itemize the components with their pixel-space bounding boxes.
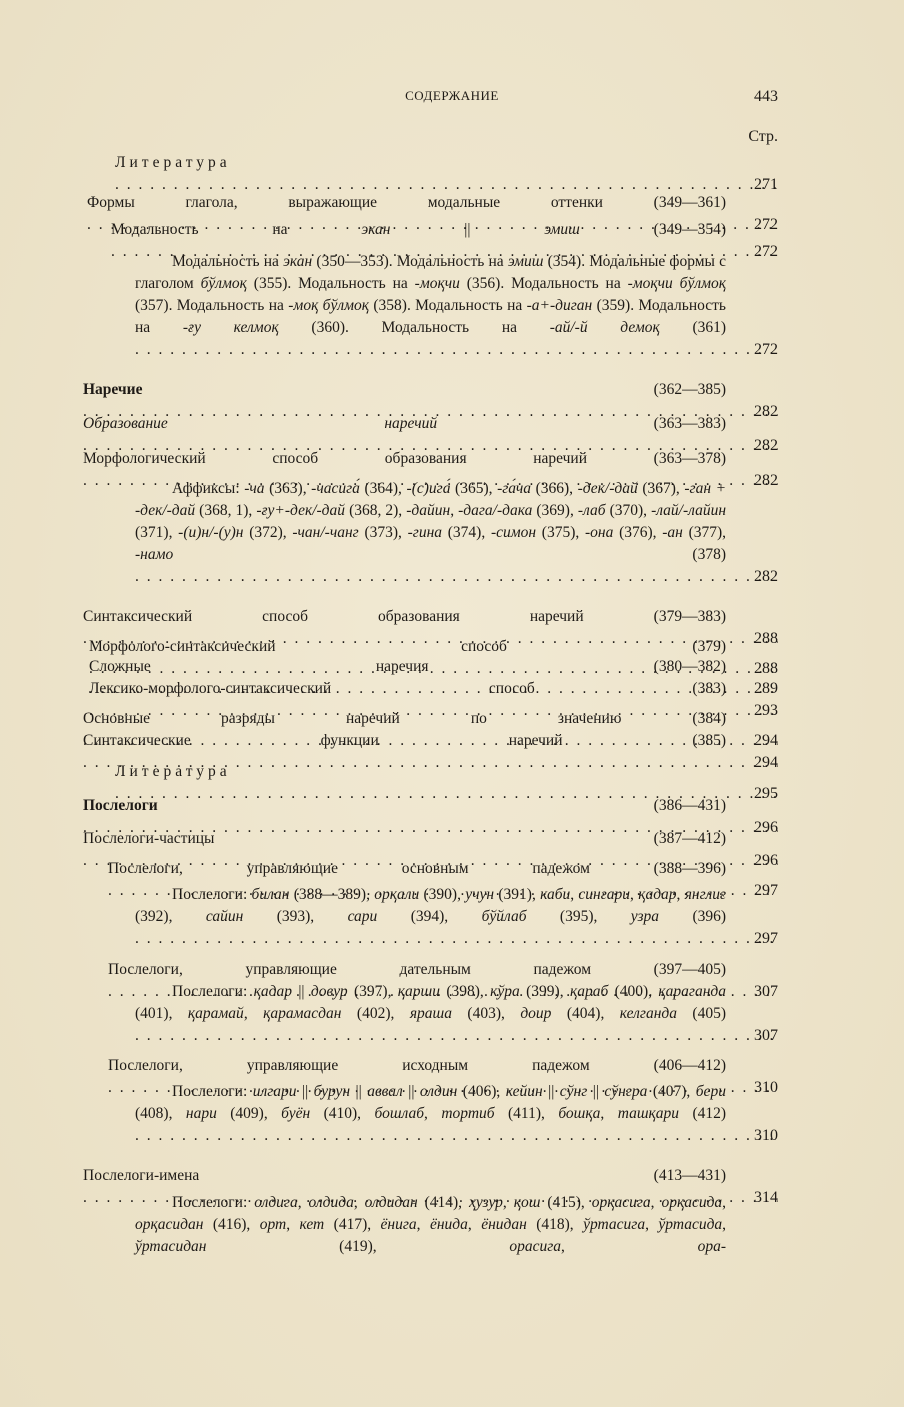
toc-text-segment: (386—431) xyxy=(157,797,726,814)
toc-text-segment: (349—354) xyxy=(579,221,726,238)
toc-text-segment: , xyxy=(502,1194,514,1211)
toc-text-segment: (371), xyxy=(135,524,179,541)
toc-text-segment: Аффиксы: xyxy=(172,480,245,497)
italic-term: -моқчи xyxy=(414,275,460,292)
italic-term: олдидан xyxy=(364,1194,418,1211)
italic-term: сингари xyxy=(578,886,631,903)
toc-text-segment: (373), xyxy=(358,524,408,541)
toc-text-segment: (401), xyxy=(135,1005,188,1022)
toc-page-number: 296 xyxy=(754,852,778,869)
toc-text-segment: , xyxy=(570,886,579,903)
toc-text-segment: (405) xyxy=(676,1005,727,1022)
toc-entry-text xyxy=(135,981,778,1047)
toc-text-segment: (415), xyxy=(540,1194,592,1211)
toc-text-segment: (377), xyxy=(682,524,727,541)
italic-term: янглиғ xyxy=(684,886,726,903)
toc-text-segment: , xyxy=(467,1216,482,1233)
toc-text-segment: (409), xyxy=(216,1105,282,1122)
italic-term: қош xyxy=(513,1194,541,1211)
italic-term: илгари xyxy=(252,1083,297,1100)
toc-text-segment: (361) xyxy=(659,319,727,336)
italic-term: доир xyxy=(520,1005,552,1022)
toc-entry xyxy=(135,981,778,1047)
italic-term: ўртасига xyxy=(583,1216,646,1233)
italic-term: -симон xyxy=(490,524,537,541)
toc-page-number: 293 xyxy=(754,702,778,719)
toc-text-segment: (354). Модальные формы с глаголом xyxy=(135,253,726,292)
italic-term: қараганда xyxy=(658,983,726,1000)
toc-text-segment: Модальность на xyxy=(111,221,362,238)
italic-term: орасига xyxy=(509,1238,562,1255)
italic-term: довур xyxy=(310,983,348,1000)
italic-term: эмиш xyxy=(544,221,580,238)
italic-term: қарши xyxy=(397,983,440,1000)
toc-text-segment: (397), xyxy=(347,983,398,1000)
italic-term: -ғу келмоқ xyxy=(182,319,279,336)
toc-text-segment: (359). Модальность на xyxy=(135,297,726,336)
toc-entry xyxy=(135,478,778,588)
toc-text-segment: (408), xyxy=(135,1105,186,1122)
toc-text-segment: , xyxy=(722,1194,727,1211)
toc-text-segment: , xyxy=(645,1216,659,1233)
italic-term: тортиб xyxy=(441,1105,495,1122)
italic-term: каби xyxy=(540,886,571,903)
italic-term: орқасидан xyxy=(135,1216,204,1233)
toc-text-segment: , xyxy=(243,1005,264,1022)
toc-text-segment: (410), xyxy=(310,1105,375,1122)
toc-text-segment: || xyxy=(390,221,545,238)
toc-page-number: 307 xyxy=(754,983,778,1000)
italic-term: кет xyxy=(299,1216,325,1233)
toc-text-segment: (411), xyxy=(494,1105,559,1122)
toc-text-segment: (357). Модальность на xyxy=(135,297,289,314)
toc-text-segment: (417), xyxy=(324,1216,381,1233)
italic-term: -(и)н/-(у)н xyxy=(178,524,244,541)
italic-term: кейин xyxy=(505,1083,543,1100)
italic-term: ёнида xyxy=(429,1216,468,1233)
toc-page-number: 271 xyxy=(754,176,778,193)
toc-page-number: 314 xyxy=(754,1189,778,1206)
toc-page-number: 297 xyxy=(754,882,778,899)
toc-text-segment: (360). Модальность на xyxy=(278,319,550,336)
toc-text-segment: Наречие xyxy=(83,381,143,398)
toc-text-segment: (364), xyxy=(359,480,407,497)
toc-text-segment: (350—353). Модальность на xyxy=(312,253,508,270)
toc-text-segment: || xyxy=(587,1083,605,1100)
toc-page-number: 297 xyxy=(754,930,778,947)
toc-text-segment: (406), xyxy=(457,1083,506,1100)
italic-term: -лаб xyxy=(577,502,606,519)
toc-text-segment: (368, 1), xyxy=(195,502,257,519)
toc-text-segment: Синтаксические функции наречий (385) xyxy=(83,732,726,749)
toc-text-segment: Послелоги: xyxy=(172,886,252,903)
italic-term: олдин xyxy=(419,1083,458,1100)
toc-page-number: 282 xyxy=(754,403,778,420)
toc-text-segment: Послелоги, управляющие исходным падежом (406—412) xyxy=(108,1057,726,1074)
toc-page-number: 310 xyxy=(754,1079,778,1096)
toc-text-segment: (369), xyxy=(532,502,578,519)
italic-term: -ган + -дек/-дай xyxy=(135,480,727,519)
italic-term: қарамай xyxy=(187,1005,244,1022)
toc-entry-text xyxy=(135,1081,778,1147)
toc-text-segment: (419), xyxy=(206,1238,510,1255)
toc-text-segment: Послелоги: xyxy=(172,1194,255,1211)
toc-text-segment: (358). Модальность на xyxy=(369,297,527,314)
toc-text-segment: Морфологический способ образования наречий (363—378) xyxy=(83,450,726,467)
toc-entry-text xyxy=(135,884,778,950)
toc-text-segment: , xyxy=(676,886,685,903)
toc-text-segment: (412) xyxy=(679,1105,727,1122)
toc-entry-text xyxy=(115,152,778,196)
italic-term: учун xyxy=(465,886,495,903)
toc-text-segment: (363), xyxy=(264,480,312,497)
toc-entry xyxy=(135,1081,778,1147)
toc-entry-text xyxy=(135,1192,778,1258)
toc-text-segment: (396) xyxy=(659,908,727,925)
toc-text-segment: (395), xyxy=(526,908,631,925)
toc-text-segment: , xyxy=(353,1194,365,1211)
toc-entry xyxy=(135,1192,778,1258)
toc-page-number: 296 xyxy=(754,819,778,836)
italic-term: -дек/-дай xyxy=(577,480,638,497)
toc-text-segment: , xyxy=(630,886,639,903)
toc-text-segment: Послелоги xyxy=(83,797,158,814)
italic-term: ҳузур xyxy=(468,1194,503,1211)
toc-page-number: 294 xyxy=(754,732,778,749)
italic-term: кўра xyxy=(490,983,520,1000)
toc-text-segment: (356). Модальность на xyxy=(459,275,628,292)
running-header-title: СОДЕРЖАНИЕ xyxy=(405,88,499,103)
italic-term: -(с)ига́ xyxy=(406,480,451,497)
toc-text-segment: (400), xyxy=(608,983,659,1000)
italic-term: бўйлаб xyxy=(481,908,527,925)
toc-entry xyxy=(135,251,778,361)
italic-term: ташқари xyxy=(617,1105,680,1122)
toc-text-segment: (388—389), xyxy=(289,886,375,903)
toc-text-segment: Сложные наречия (380—382) xyxy=(89,658,726,675)
italic-term: орқали xyxy=(374,886,420,903)
italic-term: -чан/-чанг xyxy=(292,524,359,541)
italic-term: буён xyxy=(281,1105,311,1122)
italic-term: ёнидан xyxy=(481,1216,527,1233)
toc-text-segment: (372), xyxy=(243,524,293,541)
italic-term: -ча xyxy=(244,480,265,497)
italic-term: нари xyxy=(185,1105,217,1122)
toc-text-segment: , xyxy=(450,502,459,519)
toc-text-segment: (375), xyxy=(536,524,585,541)
toc-text-segment: || xyxy=(291,983,311,1000)
toc-text-segment: (402), xyxy=(341,1005,410,1022)
italic-term: орқасига xyxy=(591,1194,651,1211)
italic-term: -она xyxy=(584,524,614,541)
toc-text-segment: (378) xyxy=(173,546,726,563)
page-number: 443 xyxy=(754,88,778,105)
italic-term: -лай/-лайин xyxy=(651,502,727,519)
toc-text-segment: (390), xyxy=(419,886,466,903)
italic-term: бўлмоқ xyxy=(200,275,247,292)
toc-text-segment: , xyxy=(650,1194,662,1211)
toc-text-segment: Модальность на xyxy=(172,253,284,270)
italic-term: аввал xyxy=(367,1083,403,1100)
toc-text-segment: (362—385) xyxy=(142,381,726,398)
toc-text-segment: (403), xyxy=(451,1005,521,1022)
toc-text-segment: (368, 2), xyxy=(345,502,407,519)
toc-text-segment: , xyxy=(297,1194,309,1211)
toc-page-number: 282 xyxy=(754,568,778,585)
italic-term: қадар xyxy=(253,983,292,1000)
toc-text-segment: (399), xyxy=(519,983,570,1000)
toc-text-segment: (393), xyxy=(243,908,348,925)
italic-term: -часига́ xyxy=(311,480,360,497)
italic-term: ёнига xyxy=(380,1216,417,1233)
italic-term: орқасида xyxy=(661,1194,723,1211)
italic-term: -гина xyxy=(407,524,443,541)
toc-text-segment: (416), xyxy=(203,1216,260,1233)
italic-term: -моқчи бўлмоқ xyxy=(627,275,727,292)
toc-text-segment: (398), xyxy=(440,983,491,1000)
toc-page-number: 289 xyxy=(754,680,778,697)
toc-text-segment: || xyxy=(402,1083,420,1100)
toc-text-segment: (392), xyxy=(135,908,206,925)
italic-term: келганда xyxy=(619,1005,677,1022)
italic-term: сўнгра xyxy=(604,1083,648,1100)
toc-text-segment: || xyxy=(542,1083,560,1100)
toc-text-segment: (391), xyxy=(494,886,541,903)
toc-text-segment: (407), xyxy=(647,1083,696,1100)
italic-term: экан xyxy=(283,253,313,270)
italic-term: қараб xyxy=(569,983,609,1000)
italic-term: бурун xyxy=(313,1083,351,1100)
italic-term: бошқа xyxy=(558,1105,601,1122)
italic-term: -ғу+-дек/-дай xyxy=(256,502,346,519)
italic-term: ўртасидан xyxy=(135,1238,207,1255)
italic-term: -ан xyxy=(662,524,683,541)
toc-page-number: 294 xyxy=(754,754,778,771)
toc-text-segment: Послелоги-имена (413—431) xyxy=(83,1167,726,1184)
italic-term: -ай/-й демоқ xyxy=(549,319,660,336)
toc-text-segment: (418), xyxy=(526,1216,584,1233)
toc-text-segment: Послелоги, управляющие основным падежом (388—396) xyxy=(108,860,726,877)
italic-term: -а+-диган xyxy=(526,297,593,314)
italic-term: -га́ча xyxy=(497,480,531,497)
toc-text-segment: (394), xyxy=(377,908,482,925)
toc-text-segment: (404), xyxy=(551,1005,620,1022)
italic-term: олдига xyxy=(254,1194,298,1211)
italic-term: бери xyxy=(695,1083,726,1100)
italic-term: Образование наречий xyxy=(83,415,438,432)
toc-page-number: 282 xyxy=(754,437,778,454)
toc-text-segment: Послелоги: xyxy=(172,1083,253,1100)
toc-text-segment: Синтаксический способ образования наречий (379—383) xyxy=(83,608,726,625)
page-column-label: Стр. xyxy=(748,128,778,145)
italic-term: олдида xyxy=(308,1194,354,1211)
italic-term: -намо xyxy=(135,546,174,563)
toc-text-segment: Литература xyxy=(115,154,231,171)
toc-page-number: 282 xyxy=(754,472,778,489)
italic-term: қарамасдан xyxy=(263,1005,342,1022)
toc-page-number: 288 xyxy=(754,630,778,647)
italic-term: сўнг xyxy=(559,1083,588,1100)
toc-text-segment: , xyxy=(561,1238,698,1255)
toc-text-segment: , xyxy=(286,1216,300,1233)
toc-text-segment: Морфолого-синтаксический способ (379) xyxy=(89,638,726,655)
toc-text-segment: (376), xyxy=(613,524,663,541)
toc-text-segment: (355). Модальность на xyxy=(246,275,415,292)
toc-page-number: 288 xyxy=(754,660,778,677)
italic-term: қадар xyxy=(638,886,677,903)
italic-term: узра xyxy=(630,908,660,925)
toc-text-segment: Лексико-морфолого-синтаксический способ (383) xyxy=(89,680,726,697)
toc-page-number: 295 xyxy=(754,785,778,802)
toc-entry xyxy=(115,152,778,196)
italic-term: бошлаб xyxy=(374,1105,425,1122)
toc-entry-text xyxy=(135,251,778,361)
italic-term: яраша xyxy=(409,1005,452,1022)
toc-text-segment: Основные разряды наречий по значению (384) xyxy=(83,710,726,727)
toc-text-segment: Литература xyxy=(115,763,231,780)
toc-text-segment: (370), xyxy=(605,502,652,519)
toc-page-number: 310 xyxy=(754,1127,778,1144)
italic-term: -моқ бўлмоқ xyxy=(288,297,370,314)
toc-page-number: 272 xyxy=(754,216,778,233)
toc-text-segment: || xyxy=(296,1083,314,1100)
toc-text-segment: Послелоги, управляющие дательным падежом (397—405) xyxy=(108,961,726,978)
toc-text-segment: (414), xyxy=(417,1194,469,1211)
toc-text-segment: , xyxy=(424,1105,442,1122)
toc-text-segment: (367), xyxy=(637,480,685,497)
toc-text-segment: , xyxy=(416,1216,430,1233)
italic-term: ора- xyxy=(697,1238,727,1255)
toc-text-segment: (363—383) xyxy=(437,415,726,432)
italic-term: билан xyxy=(251,886,290,903)
toc-text-segment: Послелоги-частицы (387—412) xyxy=(83,830,726,847)
toc-entry-text xyxy=(135,478,778,588)
italic-term: -дайин xyxy=(406,502,451,519)
toc-text-segment: Послелоги: xyxy=(172,983,254,1000)
italic-term: сайин xyxy=(205,908,244,925)
italic-term: орт xyxy=(259,1216,287,1233)
toc-text-segment: , xyxy=(722,1216,727,1233)
toc-text-segment: (366), xyxy=(530,480,578,497)
toc-page-number: 272 xyxy=(754,243,778,260)
toc-entry xyxy=(135,884,778,950)
italic-term: эмиш xyxy=(507,253,544,270)
toc-page-number: 272 xyxy=(754,341,778,358)
toc-text-segment: (374), xyxy=(442,524,491,541)
italic-term: ўртасида xyxy=(658,1216,723,1233)
italic-term: сари xyxy=(347,908,378,925)
italic-term: -дага/-дака xyxy=(458,502,533,519)
toc-page-number: 307 xyxy=(754,1027,778,1044)
italic-term: экан xyxy=(361,221,391,238)
toc-text-segment: || xyxy=(350,1083,368,1100)
toc-text-segment: Формы глагола, выражающие модальные оттенки (349—361) xyxy=(87,194,726,211)
toc-text-segment: , xyxy=(600,1105,618,1122)
toc-text-segment: (365), xyxy=(450,480,498,497)
